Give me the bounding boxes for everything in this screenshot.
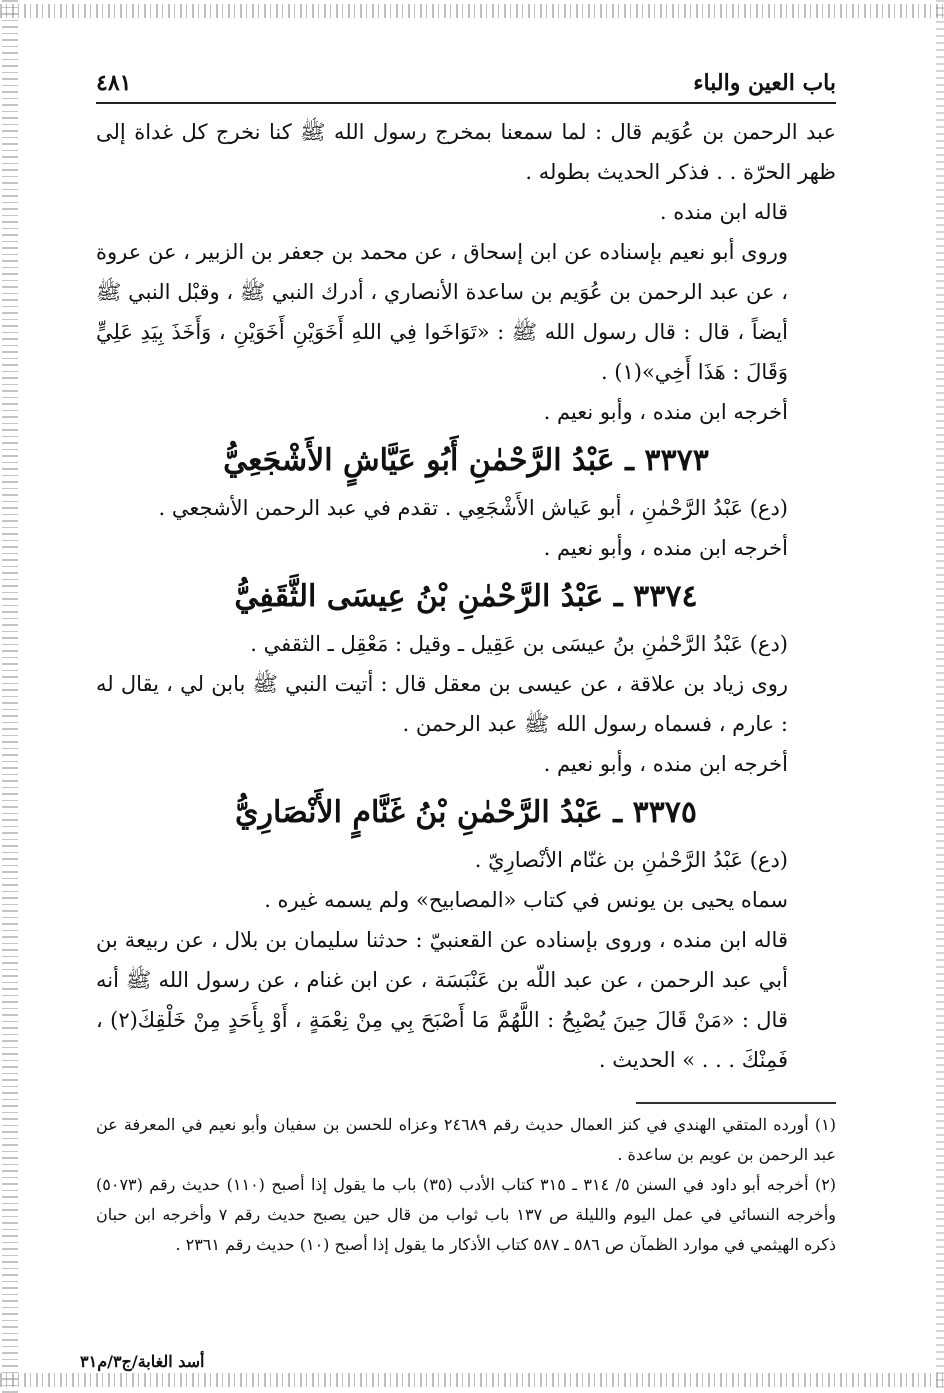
bottom-ornamental-border <box>0 1373 944 1387</box>
page-header <box>96 70 836 104</box>
top-ornamental-border <box>0 4 944 18</box>
bottom-signature: أسد الغابة/ج٣/م٣١ <box>80 1352 205 1371</box>
entry-title-3375: ٣٣٧٥ ـ عَبْدُ الرَّحْمٰنِ بْنُ غَنَّامٍ الأَنْصَارِيُّ <box>235 795 697 830</box>
footnote: (١) أورده المتقي الهندي في كنز العمال حديث رقم ٢٤٦٨٩ وعزاه للحسن بن سفيان وأبو نعيم في المعرفة عن عبد الرحمن بن عويم بن ساعدة . <box>96 1115 836 1164</box>
paragraph: قاله ابن منده . <box>659 200 788 224</box>
paragraph: سماه يحيى بن يونس في كتاب «المصابيح» ولم يسمه غيره . <box>264 888 788 912</box>
paragraph: (دع) عَبْدُ الرَّحْمٰنِ بنُ عيسَى بن عَقِيل ـ وقيل : مَعْقِل ـ الثقفي . <box>250 632 788 656</box>
paragraph: قاله ابن منده ، وروى بإسناده عن القعنبيّ : حدثنا سليمان بن بلال ، عن ربيعة بن أبي عبد الرحمن ، عن عبد اللّه بن عَنْبَسَة ، عن ابن غنام ، عن رسول الله ﷺ أنه قال : «مَنْ قَالَ حِينَ يُصْبِحُ : اللَّهُمَّ مَا أَصْبَحَ بِي مِنْ نِعْمَةٍ ، أَوْ بِأَحَدٍ مِنْ خَلْقِكَ(٢) ، فَمِنْكَ . . . » الحديث . <box>96 928 788 1072</box>
paragraph: عبد الرحمن بن عُوَيم قال : لما سمعنا بمخرج رسول الله ﷺ كنا نخرج كل غداة إلى ظهر الحرّة . . فذكر الحديث بطوله . <box>96 120 836 184</box>
paragraph: (دع) عَبْدُ الرَّحْمٰنِ ، أبو عَياش الأَشْجَعِي . تقدم في عبد الرحمن الأشجعي . <box>158 496 788 520</box>
right-ornamental-border <box>936 0 944 1393</box>
paragraph: روى زياد بن علاقة ، عن عيسى بن معقل قال : أتيت النبي ﷺ بابن لي ، يقال له : عارم ، فسماه رسول الله ﷺ عبد الرحمن . <box>96 672 788 736</box>
entry-title-3373: ٣٣٧٣ ـ عَبْدُ الرَّحْمٰنِ أَبُو عَيَّاشٍ الأَشْجَعِيُّ <box>223 443 709 478</box>
running-title: باب العين والباء <box>693 70 836 96</box>
paragraph: أخرجه ابن منده ، وأبو نعيم . <box>543 752 788 776</box>
paragraph: (دع) عَبْدُ الرَّحْمٰنِ بن غنّام الأنْصارِيّ . <box>474 848 788 872</box>
paragraph: أخرجه ابن منده ، وأبو نعيم . <box>543 400 788 424</box>
footnote-separator <box>636 1102 836 1104</box>
page-number: ٤٨١ <box>96 70 132 96</box>
paragraph: وروى أبو نعيم بإسناده عن ابن إسحاق ، عن محمد بن جعفر بن الزبير ، عن عروة ، عن عبد الرحمن بن عُوَيم بن ساعدة الأنصاري ، أدرك النبي ﷺ ، وقبْل النبي ﷺ أيضاً ، قال : قال رسول الله ﷺ : «تَوَاخَوا فِي اللهِ أَخَوَيْنِ أَخَوَيْنِ ، وَأَخَذَ بِيَدِ عَلِيٍّ وَقَالَ : هَذَا أَخِي»(١) . <box>96 240 788 384</box>
entry-title-3374: ٣٣٧٤ ـ عَبْدُ الرَّحْمٰنِ بْنُ عِيسَى الثَّقَفِيُّ <box>234 579 698 614</box>
paragraph: أخرجه ابن منده ، وأبو نعيم . <box>543 536 788 560</box>
footnote: (٢) أخرجه أبو داود في السنن ٥/ ٣١٤ ـ ٣١٥ كتاب الأدب (٣٥) باب ما يقول إذا أصبح (١١٠) حديث رقم (٥٠٧٣) وأخرجه النسائي في عمل اليوم والليلة ص ١٣٧ باب ثواب من قال حين يصبح حديث رقم ٧ وأخرجه ابن حبان ذكره الهيثمي في موارد الظمآن ص ٥٨٦ ـ ٥٨٧ كتاب الأذكار ما يقول إذا أصبح (١٠) حديث رقم ٢٣٦١ . <box>96 1175 837 1254</box>
left-ornamental-border <box>2 0 18 1393</box>
book-page <box>96 70 836 1260</box>
